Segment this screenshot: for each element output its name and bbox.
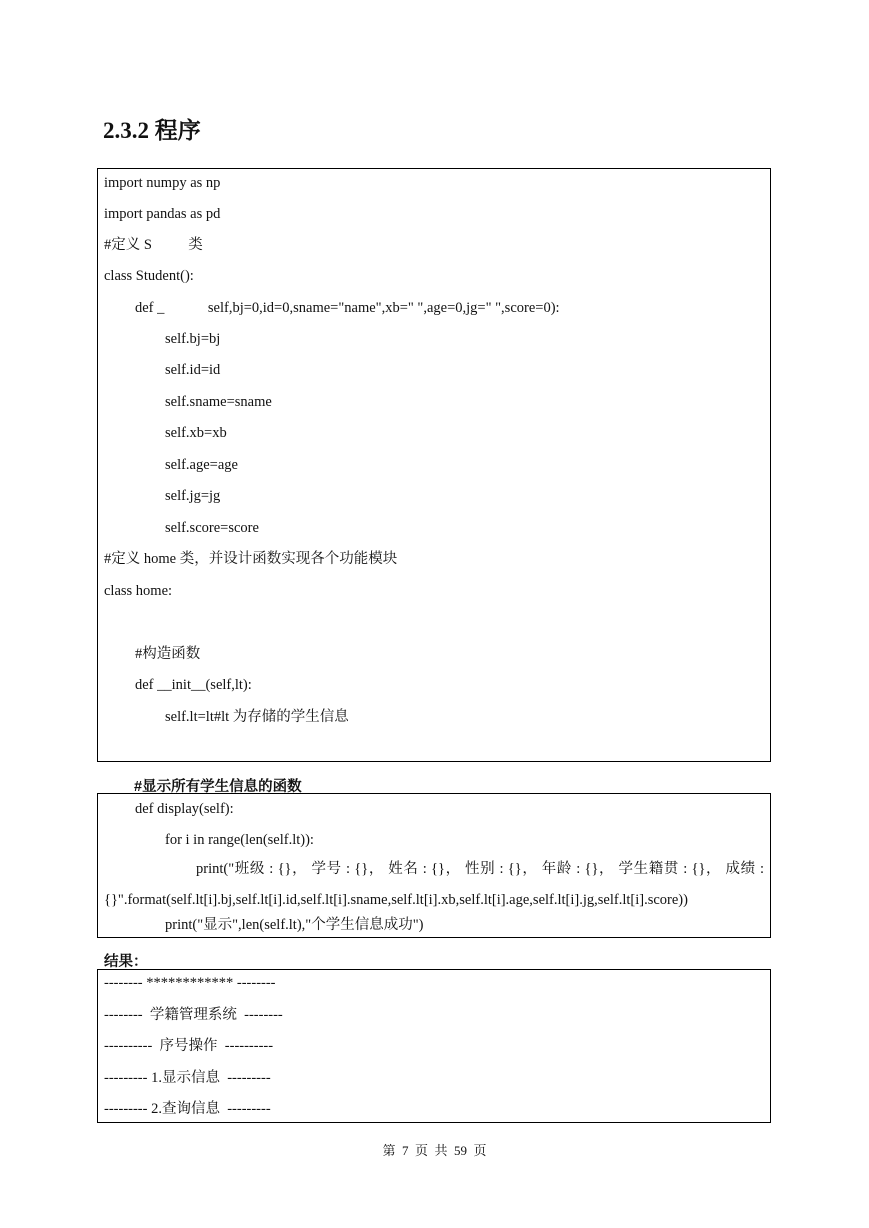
page-footer: 第 7 页 共 59 页 (382, 1143, 487, 1158)
code-line: self.id=id (165, 362, 221, 378)
section-heading: 2.3.2 程序 (103, 118, 201, 143)
output-line: --------- 1.显示信息 --------- (104, 1069, 271, 1086)
output-line: -------- ************ -------- (104, 975, 276, 991)
code-line: self.score=score (165, 520, 259, 536)
output-line: ---------- 序号操作 ---------- (104, 1038, 274, 1054)
code-line: for i in range(len(self.lt)): (165, 832, 314, 848)
code-line: print("显示",len(self.lt),"个学生信息成功") (165, 917, 424, 933)
code-line: self.sname=sname (165, 394, 272, 410)
code-line: #构造函数 (135, 646, 201, 662)
code-line: def _ self,bj=0,id=0,sname="name",xb=" ",age=0,jg=" ",score=0): (135, 300, 560, 316)
code-block-classes (97, 168, 771, 762)
output-line: --------- 2.查询信息 --------- (104, 1101, 271, 1117)
code-block-display (97, 793, 771, 938)
code-line-print-format: print("班级 : {}， 学号 : {}， 姓名 : {}， 性别 : {}， 年龄 : {}， 学生籍贯 : {}， 成绩 : {}".format(self.lt[i].bj,self.lt[i].id,self.lt[i].sname,self.lt[i].xb,self.lt[i].age,self.lt[i].jg,self.lt[i].score)) (104, 861, 764, 908)
output-block (97, 969, 771, 1123)
code-line: import pandas as pd (104, 206, 221, 222)
code-line: self.xb=xb (165, 425, 227, 441)
result-label: 结果： (104, 954, 148, 970)
code-line: self.jg=jg (165, 488, 221, 504)
code-line: class Student(): (104, 268, 194, 284)
code-line: import numpy as np (104, 175, 221, 191)
code-line: self.age=age (165, 457, 238, 473)
code-line: class home: (104, 583, 173, 599)
code-line: #定义 home 类，并设计函数实现各个功能模块 (104, 551, 398, 567)
code-line: def __init__(self,lt): (135, 677, 252, 693)
output-line: -------- 学籍管理系统 -------- (104, 1006, 283, 1023)
code-line: #定义 S 类 (104, 237, 203, 253)
code-line: def display(self): (135, 801, 234, 817)
code-line: self.lt=lt#lt 为存储的学生信息 (165, 709, 349, 725)
display-function-comment: #显示所有学生信息的函数 (134, 779, 302, 795)
code-line: self.bj=bj (165, 331, 221, 347)
